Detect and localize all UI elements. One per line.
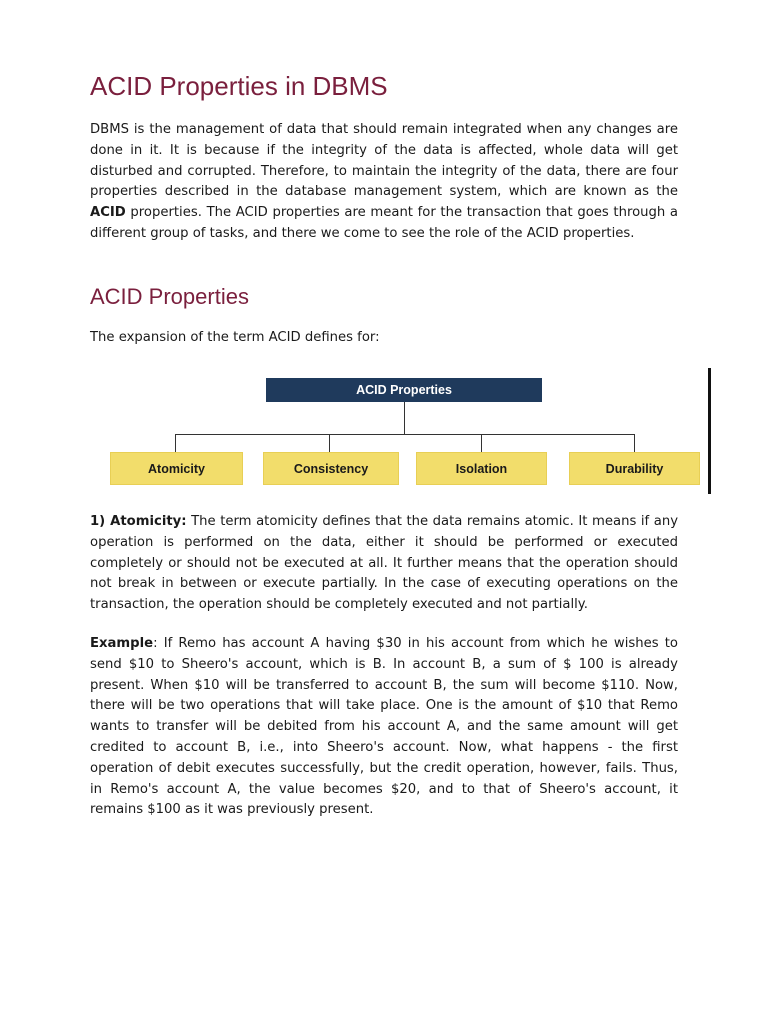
atomicity-label: 1) Atomicity: — [90, 514, 187, 529]
intro-bold-acid: ACID — [90, 205, 126, 221]
intro-text-start: DBMS is the management of data that should remain integrated when any changes are done in it. It is because if the integrity of the data is affected, whole data will get disturbed and corrupted. Therefore, to maintain the integrity of the data, there are four properties described in the database management system, which are known as the — [90, 122, 678, 200]
diagram-node-atomicity: Atomicity — [110, 452, 243, 485]
example-label: Example — [90, 636, 154, 651]
diagram-connector — [175, 434, 176, 452]
diagram-root-node: ACID Properties — [266, 378, 542, 402]
diagram-node-durability: Durability — [569, 452, 700, 485]
example-text: If Remo has account A having $30 in his account from which he wishes to send $10 to Sheero's account, which is B. In account B, a sum of $ 100 is already present. When $10 will be transferred to account B, the sum will become $110. Now, there will be two operations that will take place. One is the amount of $10 that Remo wants to transfer will be debited from his account A, and the same amount will get credited to account B, i.e., into Sheero's account. Now, what happens - the first operation of debit executes successfully, but the credit operation, however, fails. Thus, in Remo's account A, the value becomes $20, and to that of Sheero's account, it remains $100 as it was previously present. — [90, 636, 678, 818]
example-paragraph — [90, 634, 678, 821]
diagram-connector — [634, 434, 635, 452]
intro-text-end: properties. The ACID properties are meant for the transaction that goes through a different group of tasks, and there we come to see the role of the ACID properties. — [90, 205, 678, 241]
diagram-node-isolation: Isolation — [416, 452, 547, 485]
atomicity-paragraph — [90, 512, 678, 616]
page-title: ACID Properties in DBMS — [90, 71, 388, 101]
diagram-connector — [175, 434, 634, 435]
diagram-node-consistency: Consistency — [263, 452, 399, 485]
atomicity-text: The term atomicity defines that the data remains atomic. It means if any operation is performed on the data, either it should be performed or executed completely or should not be executed at all. It further means that the operation should not break in between or execute partially. In the case of executing operations on the transaction, the operation should be completely executed and not partially. — [90, 514, 679, 613]
vertical-divider — [708, 368, 711, 494]
intro-paragraph — [90, 120, 678, 245]
section-title: ACID Properties — [90, 284, 249, 309]
diagram-connector — [481, 434, 482, 452]
example-colon: : — [153, 636, 158, 651]
diagram-connector — [329, 434, 330, 452]
expansion-paragraph: The expansion of the term ACID defines for: — [90, 330, 380, 345]
acid-diagram — [108, 378, 702, 488]
diagram-connector — [404, 402, 405, 435]
